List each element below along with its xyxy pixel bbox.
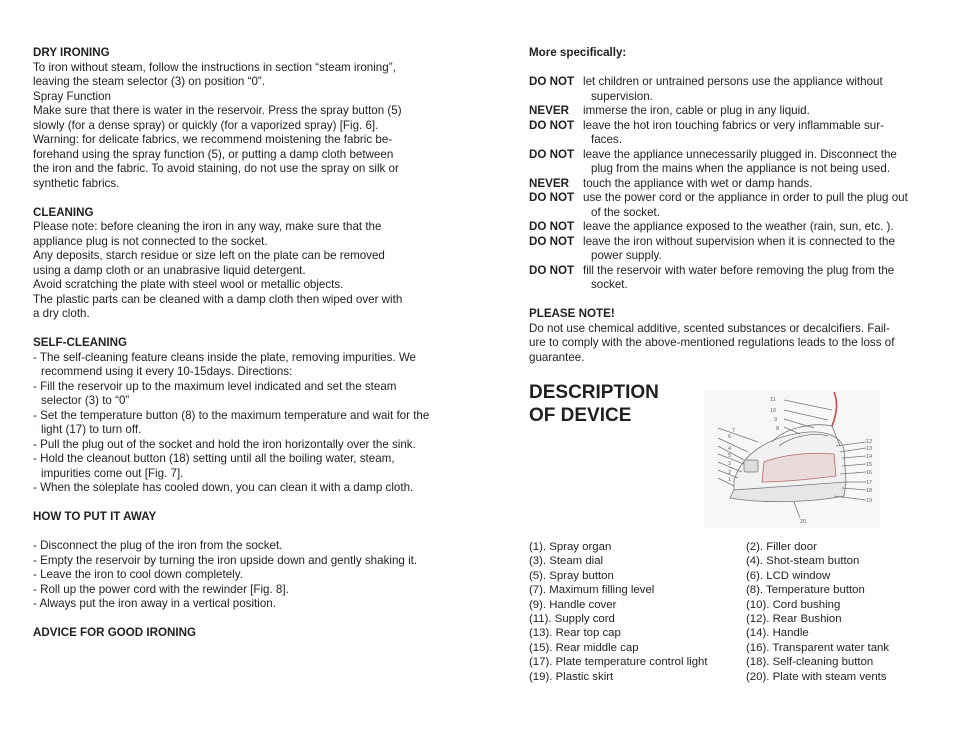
rule-keyword: DO NOT <box>529 220 575 233</box>
diagram-label: 6 <box>728 434 732 440</box>
list-item: - Disconnect the plug of the iron from the socket. <box>33 539 283 552</box>
section-heading: SELF-CLEANING <box>33 336 128 349</box>
text-line: ure to comply with the above-mentioned regulations leads to the loss of <box>529 336 895 349</box>
part-item: (14). Handle <box>746 627 809 640</box>
rule-item <box>529 75 924 104</box>
part-item: (3). Steam dial <box>529 555 604 568</box>
advice-section <box>33 626 433 641</box>
part-item: (12). Rear Bushion <box>746 613 842 626</box>
list-item: - Set the temperature button (8) to the maximum temperature and wait for the light (17) to turn off. <box>33 408 430 436</box>
list-item: - Hold the cleanout button (18) setting until all the boiling water, steam, impurities come out [Fig. 7]. <box>33 452 395 480</box>
part-item: (2). Filler door <box>746 541 817 553</box>
section-heading: DRY IRONING <box>33 46 110 59</box>
please-note-section <box>529 307 924 365</box>
rule-text-cont: supervision. <box>591 89 653 103</box>
diagram-label: 2 <box>728 470 732 476</box>
text-line: Make sure that there is water in the reservoir. Press the spray button (5) <box>33 104 402 117</box>
safety-rules <box>529 75 924 293</box>
part-item: (20). Plate with steam vents <box>746 670 887 683</box>
parts-list <box>529 540 929 684</box>
part-item: (11). Supply cord <box>529 613 615 626</box>
text-line: Any deposits, starch residue or size left on the plate can be removed <box>33 249 385 262</box>
section-heading: CLEANING <box>33 205 94 219</box>
text-line: forehand using the spray function (5), or putting a damp cloth between <box>33 147 394 161</box>
diagram-label: 9 <box>774 417 778 423</box>
parts-row <box>529 540 929 554</box>
diagram-label: 5 <box>728 453 732 459</box>
list-item: - Leave the iron to cool down completely. <box>33 568 243 581</box>
title-line: OF DEVICE <box>529 405 632 426</box>
rule-text: touch the appliance with wet or damp hands. <box>583 176 813 190</box>
rule-item <box>529 104 924 119</box>
list-item: - Fill the reservoir up to the maximum level indicated and set the steam selector (3) to “0” <box>33 379 397 407</box>
diagram-label: 3 <box>728 461 732 467</box>
parts-row <box>529 569 929 583</box>
parts-row <box>529 583 929 597</box>
part-item: (15). Rear middle cap <box>529 641 639 654</box>
diagram-label: 1 <box>728 477 732 483</box>
rule-text-cont: faces. <box>591 133 622 146</box>
rule-keyword: DO NOT <box>529 263 575 277</box>
rule-item <box>529 264 924 293</box>
diagram-label: 14 <box>866 454 873 460</box>
text-line: The plastic parts can be cleaned with a damp cloth then wiped over with <box>33 292 403 306</box>
rule-keyword: NEVER <box>529 104 569 117</box>
list-item: - The self-cleaning feature cleans inside the plate, removing impurities. We recommend using it every 10-15days. Directions: <box>33 350 417 378</box>
spacer <box>33 525 433 540</box>
parts-row <box>529 641 929 655</box>
text-line: a dry cloth. <box>33 307 90 320</box>
text-line: Avoid scratching the plate with steel wool or metallic objects. <box>33 278 344 291</box>
list-item: - Empty the reservoir by turning the iron upside down and gently shaking it. <box>33 553 418 567</box>
cleaning-section <box>33 206 433 322</box>
diagram-label: 13 <box>866 446 873 452</box>
part-item: (9). Handle cover <box>529 598 617 611</box>
diagram-label: 15 <box>866 462 873 468</box>
parts-row <box>529 598 929 612</box>
rule-keyword: DO NOT <box>529 234 575 248</box>
part-item: (8). Temperature button <box>746 584 865 597</box>
rule-text: immerse the iron, cable or plug in any liquid. <box>583 104 810 117</box>
section-heading: ADVICE FOR GOOD IRONING <box>33 626 196 639</box>
parts-row <box>529 670 929 684</box>
part-item: (17). Plate temperature control light <box>529 656 708 669</box>
rule-text: fill the reservoir with water before removing the plug from the <box>583 263 895 277</box>
text-line: Please note: before cleaning the iron in any way, make sure that the <box>33 220 382 233</box>
text-line: To iron without steam, follow the instructions in section “steam ironing”, <box>33 60 396 74</box>
text-line: Warning: for delicate fabrics, we recommend moistening the fabric be- <box>33 133 393 146</box>
rule-item <box>529 220 924 235</box>
diagram-label: 18 <box>866 488 873 494</box>
rule-text-cont: plug from the mains when the appliance is not being used. <box>591 162 891 175</box>
rule-item <box>529 191 924 220</box>
part-item: (5). Spray button <box>529 569 614 582</box>
rule-keyword: DO NOT <box>529 147 575 161</box>
parts-row <box>529 655 929 669</box>
list-item: - Roll up the power cord with the rewinder [Fig. 8]. <box>33 582 289 596</box>
diagram-label: 7 <box>732 428 736 434</box>
rule-keyword: DO NOT <box>529 118 575 132</box>
diagram-label: 17 <box>866 480 873 486</box>
part-item: (13). Rear top cap <box>529 627 621 640</box>
rule-text: leave the iron without supervision when it is connected to the <box>583 234 895 248</box>
parts-row <box>529 626 929 640</box>
diagram-label: 8 <box>776 426 780 432</box>
text-line: appliance plug is not connected to the socket. <box>33 234 268 248</box>
text-line: Do not use chemical additive, scented substances or decalcifiers. Fail- <box>529 321 890 335</box>
subheading: Spray Function <box>33 89 111 103</box>
rule-item <box>529 119 924 148</box>
section-heading: PLEASE NOTE! <box>529 307 615 320</box>
diagram-label: 16 <box>866 470 873 476</box>
rule-text: leave the hot iron touching fabrics or very inflammable sur- <box>583 118 884 132</box>
iron-diagram <box>704 390 880 528</box>
part-item: (16). Transparent water tank <box>746 641 890 654</box>
text-line: leaving the steam selector (3) on position “0”. <box>33 75 265 88</box>
rule-text-cont: power supply. <box>591 249 662 262</box>
rule-keyword: DO NOT <box>529 75 575 88</box>
more-heading: More specifically: <box>529 46 627 59</box>
section-heading: HOW TO PUT IT AWAY <box>33 510 157 523</box>
list-item: - When the soleplate has cooled down, you can clean it with a damp cloth. <box>33 481 414 494</box>
diagram-label: 4 <box>728 446 732 452</box>
rule-keyword: NEVER <box>529 176 569 190</box>
rule-text: use the power cord or the appliance in order to pull the plug out <box>583 191 908 204</box>
dry-ironing-section <box>33 46 433 191</box>
rule-text: let children or untrained persons use the appliance without <box>583 75 883 88</box>
spacer <box>529 61 924 76</box>
diagram-label: 19 <box>866 498 873 504</box>
part-item: (6). LCD window <box>746 569 831 582</box>
part-item: (1). Spray organ <box>529 541 612 553</box>
parts-row <box>529 554 929 568</box>
rule-item <box>529 177 924 192</box>
part-item: (18). Self-cleaning button <box>746 656 874 669</box>
text-line: guarantee. <box>529 350 585 364</box>
part-item: (10). Cord bushing <box>746 598 841 611</box>
left-column <box>33 46 433 655</box>
diagram-label: 10 <box>770 408 777 414</box>
rule-text-cont: socket. <box>591 278 628 291</box>
rule-text-cont: of the socket. <box>591 205 660 219</box>
parts-row <box>529 612 929 626</box>
self-cleaning-section <box>33 336 433 496</box>
part-item: (7). Maximum filling level <box>529 584 655 597</box>
rule-item <box>529 235 924 264</box>
list-item: - Pull the plug out of the socket and hold the iron horizontally over the sink. <box>33 437 416 451</box>
diagram-label: 11 <box>770 397 776 403</box>
list-item: - Always put the iron away in a vertical position. <box>33 597 276 610</box>
title-line: DESCRIPTION <box>529 382 659 403</box>
text-line: slowly (for a dense spray) or quickly (for a vaporized spray) [Fig. 6]. <box>33 118 379 132</box>
diagram-label: 20 <box>800 519 807 525</box>
rule-item <box>529 148 924 177</box>
rule-text: leave the appliance exposed to the weather (rain, sun, etc. ). <box>583 220 894 233</box>
right-column <box>529 46 924 427</box>
part-item: (4). Shot-steam button <box>746 555 860 568</box>
diagram-label: 12 <box>866 439 873 445</box>
rule-text: leave the appliance unnecessarily plugged in. Disconnect the <box>583 147 897 161</box>
text-line: synthetic fabrics. <box>33 176 120 190</box>
text-line: the iron and the fabric. To avoid staining, do not use the spray on silk or <box>33 162 399 175</box>
put-away-section <box>33 510 433 612</box>
rule-keyword: DO NOT <box>529 191 575 204</box>
text-line: using a damp cloth or an unabrasive liquid detergent. <box>33 263 306 277</box>
part-item: (19). Plastic skirt <box>529 670 614 683</box>
